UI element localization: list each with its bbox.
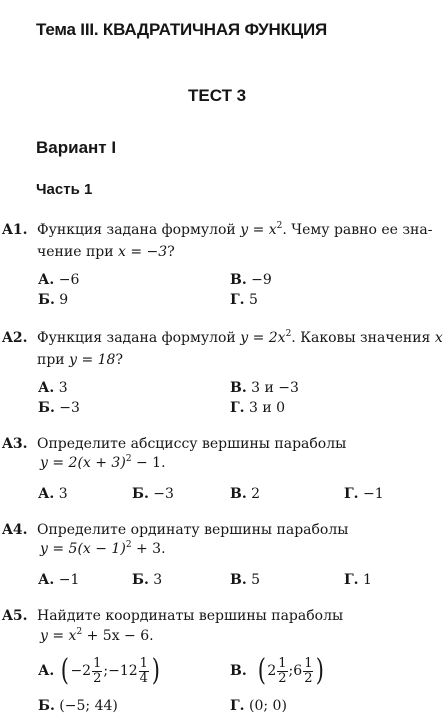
answer-option[interactable]: В. 5 bbox=[230, 572, 261, 588]
question-text-line2: чение при x = −3? bbox=[37, 244, 175, 260]
answer-option[interactable]: В. 2 bbox=[230, 486, 261, 502]
left-paren: ( bbox=[257, 653, 266, 688]
question-number: A1. bbox=[2, 222, 28, 238]
answer-option[interactable]: Б. (−5; 44) bbox=[38, 698, 118, 714]
answer-option[interactable]: Г. 5 bbox=[230, 292, 258, 308]
question-text: Определите ординату вершины параболы bbox=[37, 522, 349, 538]
question-formula: $y = 2(x + 3)^2 - 1$. bbox=[40, 454, 166, 471]
variant-title: Вариант I bbox=[36, 138, 117, 157]
fraction: $\frac{1}{2}$ bbox=[93, 655, 102, 686]
answer-option[interactable]: В. ( 2 $\frac{1}{2}$ ; 6 $\frac{1}{2}$ ) bbox=[230, 653, 325, 688]
question-text: Функция задана формулой $y = x^2$. Чему равно ее зна- bbox=[37, 221, 433, 238]
answer-option[interactable]: Г. (0; 0) bbox=[230, 698, 287, 714]
answer-option[interactable]: А. ( −2 $\frac{1}{2}$ ; −12 $\frac{1}{4}$ ) bbox=[38, 653, 160, 688]
answer-option[interactable]: Б. −3 bbox=[132, 486, 174, 502]
question-number: A2. bbox=[2, 330, 28, 346]
right-paren: ) bbox=[151, 653, 160, 688]
question-number: A4. bbox=[2, 522, 28, 538]
answer-option[interactable]: А. 3 bbox=[38, 380, 68, 396]
question-number: A5. bbox=[2, 608, 28, 624]
fraction: $\frac{1}{2}$ bbox=[278, 655, 287, 686]
answer-option[interactable]: Б. −3 bbox=[38, 400, 80, 416]
question-formula: $y = x^2 + 5x - 6$. bbox=[40, 627, 154, 644]
left-paren: ( bbox=[60, 653, 69, 688]
question-text: Определите абсциссу вершины параболы bbox=[37, 436, 347, 452]
answer-option[interactable]: А. −6 bbox=[38, 272, 80, 288]
question-text: Найдите координаты вершины параболы bbox=[37, 608, 344, 624]
topic-title: Тема III. КВАДРАТИЧНАЯ ФУНКЦИЯ bbox=[36, 20, 328, 39]
answer-option[interactable]: А. −1 bbox=[38, 572, 80, 588]
answer-option[interactable]: Г. 3 и 0 bbox=[230, 400, 286, 416]
answer-option[interactable]: Б. 3 bbox=[132, 572, 163, 588]
answer-option[interactable]: Г. 1 bbox=[344, 572, 372, 588]
question-number: A3. bbox=[2, 436, 28, 452]
part-title: Часть 1 bbox=[36, 181, 93, 198]
right-paren: ) bbox=[316, 653, 325, 688]
answer-option[interactable]: В. 3 и −3 bbox=[230, 380, 299, 396]
fraction: $\frac{1}{2}$ bbox=[304, 655, 313, 686]
question-formula: $y = 5(x - 1)^2 + 3$. bbox=[40, 540, 166, 557]
answer-option[interactable]: Г. −1 bbox=[344, 486, 384, 502]
answer-option[interactable]: А. 3 bbox=[38, 486, 68, 502]
answer-option[interactable]: В. −9 bbox=[230, 272, 272, 288]
question-text-line2: при y = 18? bbox=[37, 352, 123, 368]
answer-option[interactable]: Б. 9 bbox=[38, 292, 69, 308]
question-text: Функция задана формулой $y = 2x^2$. Каковы значения x bbox=[37, 329, 443, 346]
fraction: $\frac{1}{4}$ bbox=[139, 655, 148, 686]
test-title: ТЕСТ 3 bbox=[188, 86, 247, 105]
